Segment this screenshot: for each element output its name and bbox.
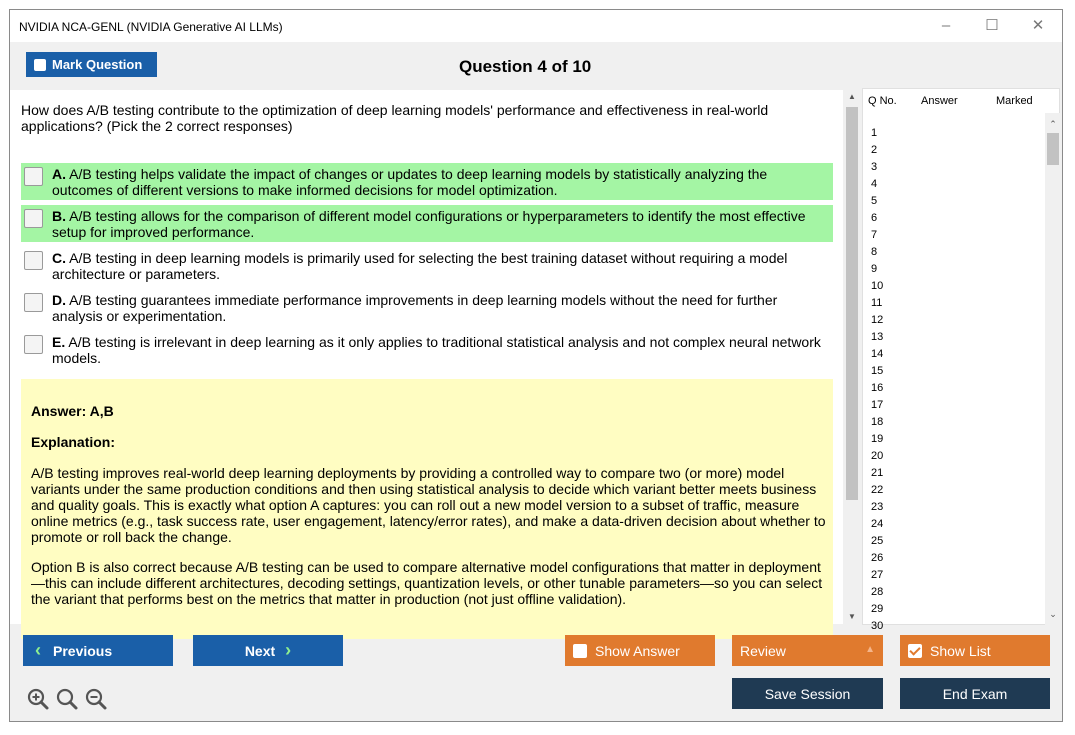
question-list (862, 88, 1060, 632)
question-list-row[interactable]: 25 (871, 535, 884, 547)
question-list-row[interactable]: 8 (871, 246, 878, 258)
explanation-paragraph-2: Option B is also correct because A/B testing can be used to compare alternative model configurations that matter in deployment—this can include different architectures, decoding settings, quantization levels, or other tunable parameters—so you can select the variant that performs best on the metrics that matter in production (not just offline validation). (31, 559, 823, 607)
option-b-letter: B. (52, 208, 66, 224)
option-e-checkbox[interactable] (24, 335, 43, 354)
mark-question-label: Mark Question (52, 57, 143, 72)
question-counter: Question 4 of 10 (459, 57, 592, 76)
option-d[interactable] (21, 289, 833, 326)
answer-explanation-box (21, 379, 833, 639)
option-d-letter: D. (52, 292, 66, 308)
option-a-letter: A. (52, 166, 66, 182)
next-button[interactable] (193, 635, 343, 666)
show-answer-button[interactable] (565, 635, 715, 666)
mark-question-button[interactable] (26, 52, 157, 77)
review-label: Review (740, 642, 786, 659)
qlist-scroll-down-icon[interactable]: ⌄ (1049, 609, 1057, 619)
question-list-row[interactable]: 1 (871, 127, 878, 139)
save-session-label: Save Session (764, 685, 851, 702)
question-list-row[interactable]: 26 (871, 552, 884, 564)
show-list-checkbox-icon (908, 644, 922, 658)
close-icon[interactable]: ✕ (1031, 17, 1045, 34)
question-list-row[interactable]: 11 (871, 297, 883, 309)
question-list-row[interactable]: 7 (871, 229, 878, 241)
question-list-row[interactable]: 17 (871, 399, 884, 411)
option-d-checkbox[interactable] (24, 293, 43, 312)
question-list-row[interactable]: 15 (871, 365, 884, 377)
mark-checkbox-icon (34, 59, 46, 71)
show-answer-label: Show Answer (595, 642, 680, 659)
question-list-row[interactable]: 4 (871, 178, 878, 190)
question-text: How does A/B testing contribute to the optimization of deep learning models' performance and effectiveness in real-world applications? (Pick the 2 correct responses) (21, 102, 769, 134)
next-label: Next (244, 642, 276, 659)
question-list-row[interactable]: 13 (871, 331, 884, 343)
question-list-row[interactable]: 21 (871, 467, 884, 479)
qlist-scroll-thumb[interactable] (1047, 133, 1059, 165)
question-list-row[interactable]: 18 (871, 416, 884, 428)
previous-button[interactable] (23, 635, 173, 666)
option-d-text: A/B testing guarantees immediate performance improvements in deep learning models without the need for further analysis or experimentation. (52, 292, 778, 324)
app-window (9, 9, 1063, 722)
chevron-down-icon: ▲ (865, 644, 875, 655)
show-answer-checkbox-icon (573, 644, 587, 658)
scroll-up-icon[interactable]: ▲ (848, 92, 856, 101)
option-a-checkbox[interactable] (24, 167, 43, 186)
option-b-checkbox[interactable] (24, 209, 43, 228)
option-e[interactable] (21, 331, 833, 368)
answer-label: Answer: A,B (31, 403, 114, 419)
zoom-out-icon[interactable] (85, 688, 107, 710)
question-list-row[interactable]: 5 (871, 195, 878, 207)
question-list-row[interactable]: 30 (871, 620, 884, 632)
option-a[interactable] (21, 163, 833, 200)
option-b[interactable] (21, 205, 833, 242)
question-list-row[interactable]: 3 (871, 161, 878, 173)
question-list-row[interactable]: 20 (871, 450, 884, 462)
previous-label: Previous (53, 642, 113, 659)
question-list-row[interactable]: 14 (871, 348, 884, 360)
question-list-row[interactable]: 24 (871, 518, 884, 530)
chevron-left-icon: ‹ (35, 640, 41, 660)
end-exam-label: End Exam (942, 685, 1008, 702)
window-title: NVIDIA NCA-GENL (NVIDIA Generative AI LLMs) (19, 20, 283, 34)
question-list-row[interactable]: 9 (871, 263, 878, 275)
question-list-row[interactable]: 28 (871, 586, 884, 598)
explanation-paragraph-1: A/B testing improves real-world deep learning deployments by providing a controlled way to compare two (or more) model variants under the same production conditions and then using statistical analysis to decide which variant better meets business and quality goals. This is exactly what option A captures: you can roll out a new model version to a subset of traffic, measure online metrics (e.g., task success rate, user engagement, latency/error rates), and make a data-driven decision about whether to promote or roll back the change. (31, 465, 826, 545)
qlist-header-marked: Marked (996, 95, 1033, 107)
qlist-scroll-up-icon[interactable]: ⌃ (1049, 119, 1057, 129)
qlist-header-qno: Q No. (868, 95, 897, 107)
content-scrollbar[interactable] (844, 90, 860, 624)
title-bar (10, 10, 1062, 42)
minimize-icon[interactable]: – (941, 17, 951, 34)
option-a-text: A/B testing helps validate the impact of changes or updates to deep learning models by statistically analyzing the outcomes of different versions to make informed decisions for model optimization. (52, 166, 768, 198)
content-scroll-thumb[interactable] (846, 107, 858, 500)
option-c-letter: C. (52, 250, 66, 266)
question-list-row[interactable]: 19 (871, 433, 884, 445)
qlist-header-answer: Answer (921, 95, 958, 107)
question-list-scrollbar[interactable] (1045, 113, 1061, 626)
save-session-button[interactable] (732, 678, 883, 709)
option-c[interactable] (21, 247, 833, 284)
question-list-row[interactable]: 22 (871, 484, 884, 496)
scroll-down-icon[interactable]: ▼ (848, 612, 856, 621)
question-list-row[interactable]: 23 (871, 501, 884, 513)
question-list-row[interactable]: 2 (871, 144, 878, 156)
zoom-in-icon[interactable] (27, 688, 49, 710)
question-list-row[interactable]: 10 (871, 280, 884, 292)
option-e-text: A/B testing is irrelevant in deep learning as it only applies to traditional statistical analysis and not complex neural network models. (52, 334, 821, 366)
end-exam-button[interactable] (900, 678, 1050, 709)
question-panel (10, 90, 843, 624)
question-list-row[interactable]: 29 (871, 603, 884, 615)
chevron-right-icon: › (285, 640, 292, 660)
review-dropdown[interactable] (732, 635, 883, 666)
question-list-row[interactable]: 6 (871, 212, 878, 224)
question-list-row[interactable]: 27 (871, 569, 884, 581)
option-c-text: A/B testing in deep learning models is primarily used for selecting the best training dataset without requiring a model architecture or parameters. (52, 250, 788, 282)
maximize-icon[interactable]: ☐ (985, 17, 999, 34)
zoom-reset-icon[interactable] (56, 688, 78, 710)
option-b-text: A/B testing allows for the comparison of different model configurations or hyperparameters to identify the most effective setup for improved performance. (52, 208, 806, 240)
show-list-label: Show List (930, 642, 991, 659)
question-list-row[interactable]: 12 (871, 314, 884, 326)
explanation-label: Explanation: (31, 434, 116, 450)
option-c-checkbox[interactable] (24, 251, 43, 270)
show-list-button[interactable] (900, 635, 1050, 666)
question-list-row[interactable]: 16 (871, 382, 884, 394)
option-e-letter: E. (52, 334, 66, 350)
